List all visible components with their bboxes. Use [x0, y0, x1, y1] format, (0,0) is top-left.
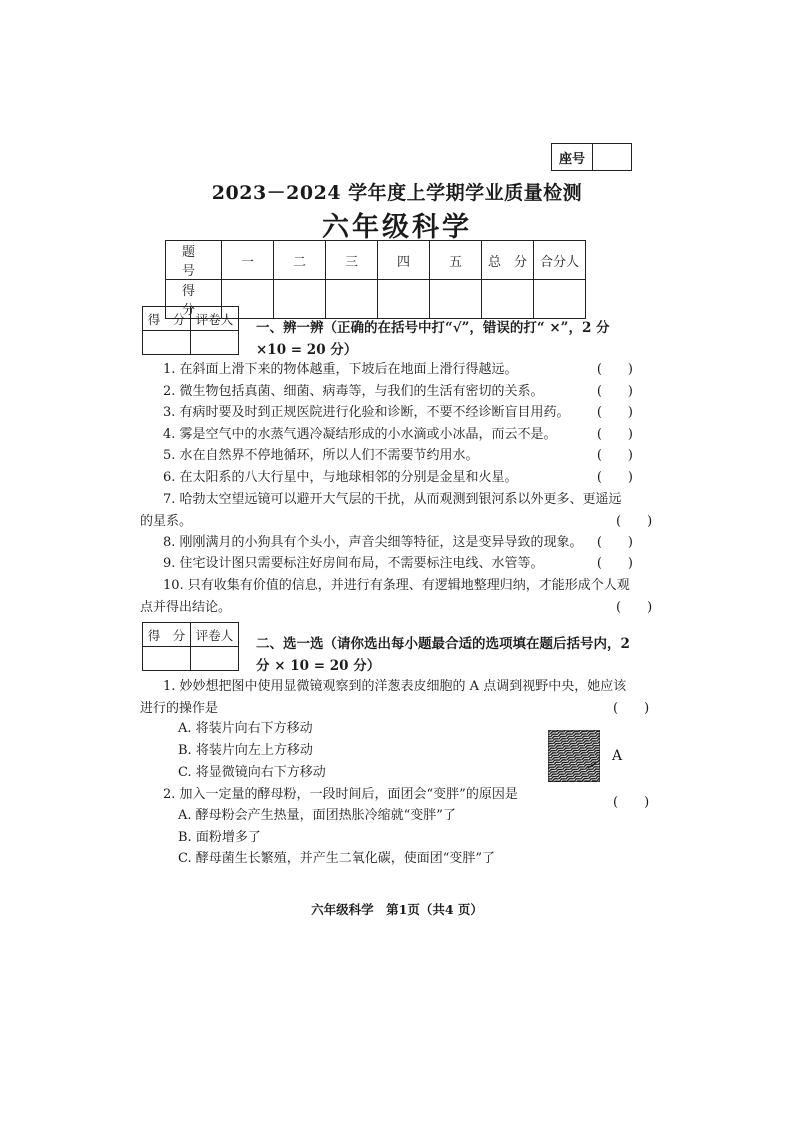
figure-point-label: A	[612, 748, 623, 764]
grader-name-cell[interactable]	[191, 647, 239, 671]
subject-title: 六年级科学	[322, 212, 472, 243]
option-b[interactable]: B. 面粉增多了	[178, 830, 261, 845]
judgement-question: 6. 在太阳系的八大行星中，与地球相邻的分别是金星和火星。 ( )	[163, 467, 633, 489]
score-cell[interactable]	[274, 280, 326, 319]
column-header: 五	[430, 241, 482, 280]
exam-title: 2023－2024 学年度上学期学业质量检测	[211, 182, 583, 204]
seat-number-box	[551, 143, 632, 171]
answer-parentheses[interactable]: ( )	[596, 470, 633, 485]
answer-parentheses[interactable]: ( )	[616, 599, 653, 615]
answer-parentheses[interactable]: ( )	[596, 384, 633, 399]
score-cell[interactable]	[430, 280, 482, 319]
option-c[interactable]: C. 酵母菌生长繁殖，并产生二氧化碳，使面团“变胖”了	[178, 851, 496, 866]
judgement-question: 10. 只有收集有价值的信息，并进行有条理、有逻辑地整理归纳，才能形成个人观点并得出结论。 ( )	[140, 575, 633, 618]
answer-parentheses[interactable]: ( )	[596, 556, 633, 571]
page-footer: 六年级科学 第1页（共4 页）	[311, 902, 483, 917]
section1-grader-box	[142, 306, 239, 355]
column-header: 一	[222, 241, 274, 280]
judgement-question: 5. 水在自然界不停地循环，所以人们不需要节约用水。 ( )	[163, 445, 633, 467]
grader-name-label: 评卷人	[191, 623, 239, 647]
choice-question: 1. 妙妙想把图中使用显微镜观察到的洋葱表皮细胞的 A 点调到视野中央，她应该进行的操作是 ( )	[140, 676, 630, 719]
judgement-question: 9. 住宅设计图只需要标注好房间布局，不需要标注电线、水管等。 ( )	[163, 553, 633, 575]
answer-parentheses[interactable]: ( )	[596, 535, 633, 550]
score-cell[interactable]	[482, 280, 534, 319]
judgement-question: 4. 雾是空气中的水蒸气遇冷凝结形成的小水滴或小冰晶，而云不是。 ( )	[163, 424, 633, 446]
score-table-header-row	[166, 241, 586, 280]
grader-score-label: 得 分	[143, 307, 191, 331]
option-a[interactable]: A. 酵母粉会产生热量，面团热胀冷缩就“变胖”了	[178, 808, 456, 823]
answer-parentheses[interactable]: ( )	[596, 448, 633, 463]
judgement-question: 2. 微生物包括真菌、细菌、病毒等，与我们的生活有密切的关系。 ( )	[163, 381, 633, 403]
section2-heading: 二、选一选（请你选出每小题最合适的选项填在题后括号内，2 分 × 10 = 20 分）	[256, 636, 630, 674]
section2-grader-box	[142, 622, 239, 671]
option-a[interactable]: A. 将装片向右下方移动	[178, 721, 313, 736]
seat-label: 座号	[552, 144, 593, 171]
question-number-label: 题 号	[166, 241, 222, 280]
column-header: 二	[274, 241, 326, 280]
score-cell[interactable]	[378, 280, 430, 319]
judgement-question: 8. 刚刚满月的小狗具有个头小，声音尖细等特征，这是变异导致的现象。 ( )	[163, 532, 633, 554]
judgement-question: 7. 哈勃太空望远镜可以避开大气层的干扰，从而观测到银河系以外更多、更遥远的星系。 ( )	[140, 489, 633, 532]
answer-parentheses[interactable]: ( )	[596, 427, 633, 442]
judgement-question: 3. 有病时要及时到正规医院进行化验和诊断，不要不经诊断盲目用药。 ( )	[163, 402, 633, 424]
grader-name-cell[interactable]	[191, 331, 239, 355]
grader-score-cell[interactable]	[143, 647, 191, 671]
choice-question: 2. 加入一定量的酵母粉，一段时间后，面团会“变胖”的原因是 ( )	[140, 784, 630, 806]
seat-number-field[interactable]	[593, 144, 632, 171]
onion-cell-microscope-figure	[548, 730, 600, 782]
section1-heading: 一、辨一辨（正确的在括号中打“√”，错误的打“ ×”，2 分 ×10 = 20 分）	[256, 320, 610, 358]
option-b[interactable]: B. 将装片向左上方移动	[178, 743, 313, 758]
judgement-question: 1. 在斜面上滑下来的物体越重，下坡后在地面上滑行得越远。 ( )	[163, 359, 633, 381]
column-header: 合分人	[534, 241, 586, 280]
score-row-label: 得 分	[166, 280, 222, 319]
score-cell[interactable]	[534, 280, 586, 319]
grader-name-label: 评卷人	[191, 307, 239, 331]
answer-parentheses[interactable]: ( )	[616, 513, 653, 529]
column-header: 总 分	[482, 241, 534, 280]
column-header: 三	[326, 241, 378, 280]
option-c[interactable]: C. 将显微镜向右下方移动	[178, 765, 326, 780]
answer-parentheses[interactable]: ( )	[613, 795, 650, 810]
answer-parentheses[interactable]: ( )	[596, 362, 633, 377]
answer-parentheses[interactable]: ( )	[613, 700, 650, 716]
grader-score-cell[interactable]	[143, 331, 191, 355]
answer-parentheses[interactable]: ( )	[596, 405, 633, 420]
grader-score-label: 得 分	[143, 623, 191, 647]
column-header: 四	[378, 241, 430, 280]
score-cell[interactable]	[326, 280, 378, 319]
